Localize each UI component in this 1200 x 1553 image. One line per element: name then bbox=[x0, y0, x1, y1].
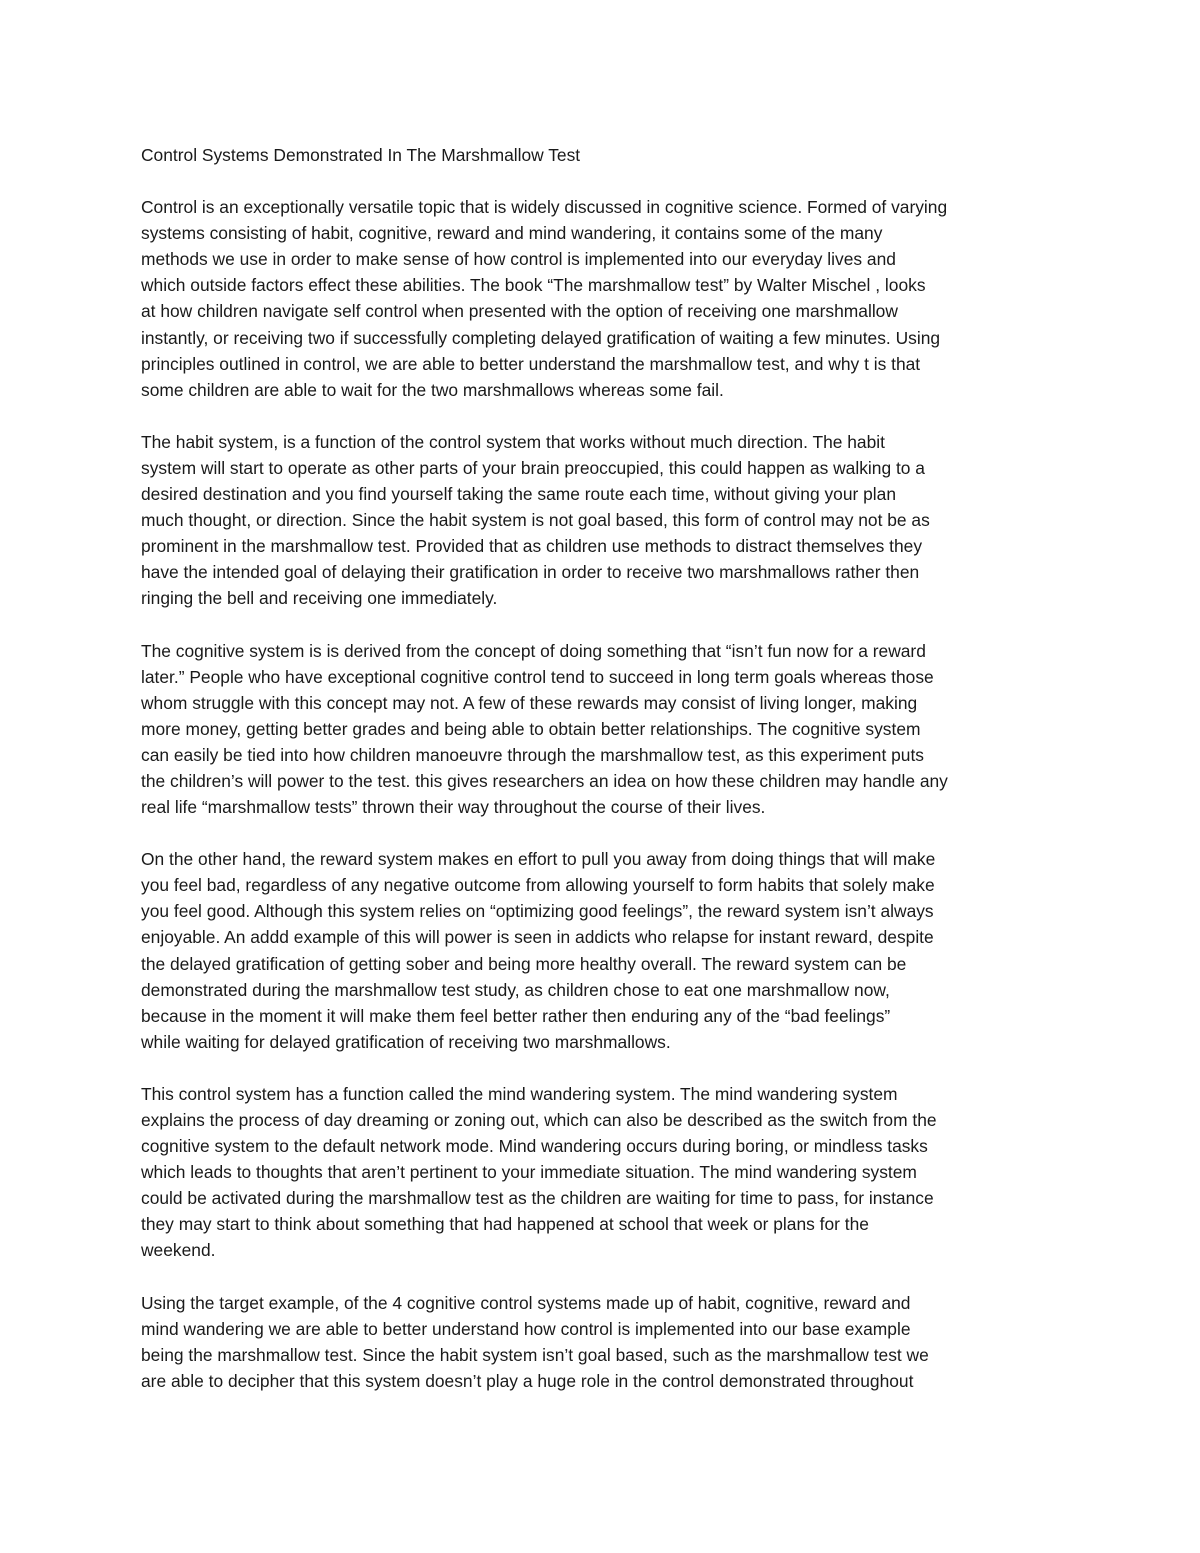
document-title: Control Systems Demonstrated In The Marshmallow Test bbox=[141, 145, 581, 165]
paragraph-line: principles outlined in control, we are able to better understand the marshmallow test, and why t is that bbox=[141, 353, 921, 374]
paragraph-line: being the marshmallow test. Since the habit system isn’t goal based, such as the marshmallow test we bbox=[141, 1344, 929, 1365]
paragraph-line: prominent in the marshmallow test. Provided that as children use methods to distract themselves they bbox=[141, 536, 923, 557]
paragraph-line: Using the target example, of the 4 cognitive control systems made up of habit, cognitive, reward and bbox=[141, 1292, 911, 1313]
paragraph-line: which leads to thoughts that aren’t pertinent to your immediate situation. The mind wandering system bbox=[141, 1162, 917, 1183]
paragraph-line: cognitive system to the default network mode. Mind wandering occurs during boring, or mindless tasks bbox=[141, 1136, 928, 1157]
paragraph-line: can easily be tied into how children manoeuvre through the marshmallow test, as this experiment puts bbox=[141, 744, 924, 765]
paragraph-line: On the other hand, the reward system makes en effort to pull you away from doing things that will make bbox=[141, 849, 936, 870]
paragraph bbox=[141, 846, 1081, 1055]
paragraph-line: enjoyable. An addd example of this will power is seen in addicts who relapse for instant reward, despite bbox=[141, 927, 934, 948]
paragraph-line: could be activated during the marshmallow test as the children are waiting for time to pass, for instance bbox=[141, 1188, 934, 1209]
paragraph-line: real life “marshmallow tests” thrown their way throughout the course of their lives. bbox=[141, 797, 766, 818]
paragraph-line: This control system has a function called the mind wandering system. The mind wandering system bbox=[141, 1083, 898, 1104]
paragraph bbox=[141, 429, 1081, 612]
paragraph-line: much thought, or direction. Since the habit system is not goal based, this form of control may not be as bbox=[141, 510, 930, 531]
paragraph-line: which outside factors effect these abilities. The book “The marshmallow test” by Walter Mischel , looks bbox=[141, 275, 926, 296]
paragraph-line: later.” People who have exceptional cognitive control tend to succeed in long term goals whereas those bbox=[141, 666, 934, 687]
paragraph-line: they may start to think about something that had happened at school that week or plans for the bbox=[141, 1214, 869, 1235]
paragraph-line: have the intended goal of delaying their gratification in order to receive two marshmallows rather then bbox=[141, 562, 920, 583]
paragraph-line: some children are able to wait for the two marshmallows whereas some fail. bbox=[141, 379, 724, 400]
paragraph-line: demonstrated during the marshmallow test study, as children chose to eat one marshmallow now, bbox=[141, 979, 890, 1000]
paragraph-line: system will start to operate as other parts of your brain preoccupied, this could happen as walking to a bbox=[141, 457, 925, 478]
paragraph-line: while waiting for delayed gratification of receiving two marshmallows. bbox=[141, 1031, 671, 1052]
paragraph-line: you feel bad, regardless of any negative outcome from allowing yourself to form habits that solely make bbox=[141, 875, 935, 896]
paragraph-line: methods we use in order to make sense of how control is implemented into our everyday lives and bbox=[141, 249, 896, 270]
paragraph-line: ringing the bell and receiving one immediately. bbox=[141, 588, 498, 609]
paragraph-line: at how children navigate self control when presented with the option of receiving one marshmallow bbox=[141, 301, 898, 322]
paragraph-line: more money, getting better grades and being able to obtain better relationships. The cognitive system bbox=[141, 718, 921, 739]
paragraph-line: mind wandering we are able to better understand how control is implemented into our base example bbox=[141, 1318, 911, 1339]
paragraph-line: instantly, or receiving two if successfully completing delayed gratification of waiting a few minutes. Using bbox=[141, 327, 941, 348]
document-body bbox=[141, 142, 1081, 1420]
paragraph-line: weekend. bbox=[141, 1240, 216, 1261]
paragraph-line: the delayed gratification of getting sober and being more healthy overall. The reward system can be bbox=[141, 953, 907, 974]
paragraph-line: you feel good. Although this system relies on “optimizing good feelings”, the reward system isn’t always bbox=[141, 901, 934, 922]
paragraph-line: whom struggle with this concept may not. A few of these rewards may consist of living longer, making bbox=[141, 692, 918, 713]
paragraph bbox=[141, 1081, 1081, 1264]
paragraph-line: desired destination and you find yourself taking the same route each time, without giving your plan bbox=[141, 484, 897, 505]
paragraph bbox=[141, 1290, 1081, 1394]
paragraph-line: because in the moment it will make them feel better rather then enduring any of the “bad feelings” bbox=[141, 1005, 891, 1026]
paragraph-line: systems consisting of habit, cognitive, reward and mind wandering, it contains some of the many bbox=[141, 223, 883, 244]
paragraph bbox=[141, 194, 1081, 403]
paragraph-line: explains the process of day dreaming or zoning out, which can also be described as the switch from the bbox=[141, 1110, 937, 1130]
paragraph-line: the children’s will power to the test. this gives researchers an idea on how these children may handle any bbox=[141, 770, 948, 791]
paragraph-line: The habit system, is a function of the control system that works without much direction. The habit bbox=[141, 431, 885, 452]
paragraph-list bbox=[141, 194, 1081, 1394]
paragraph-line: The cognitive system is is derived from the concept of doing something that “isn’t fun now for a reward bbox=[141, 640, 926, 661]
paragraph bbox=[141, 638, 1081, 821]
paragraph-line: are able to decipher that this system doesn’t play a huge role in the control demonstrated throughout bbox=[141, 1370, 914, 1391]
paragraph-line: Control is an exceptionally versatile topic that is widely discussed in cognitive science. Formed of varying bbox=[141, 197, 948, 218]
